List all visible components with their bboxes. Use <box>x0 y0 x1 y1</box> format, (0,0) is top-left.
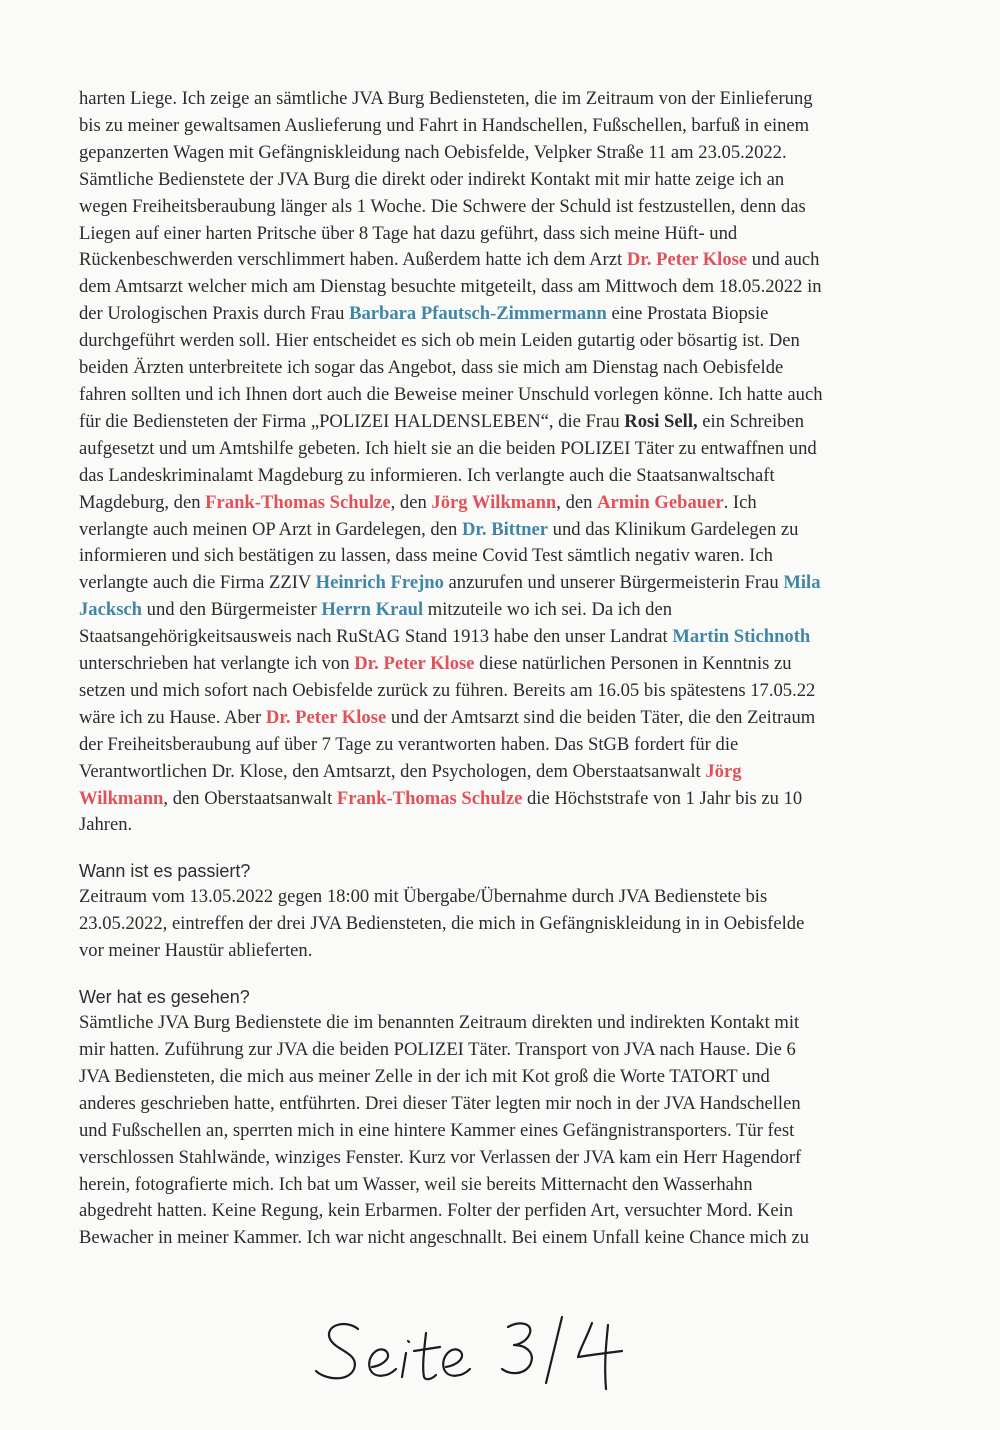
text-segment: , den Oberstaatsanwalt <box>163 787 337 809</box>
text-segment: bis zu meiner gewaltsamen Auslieferung und Fahrt in Handschellen, Fußschellen, barfuß in einem <box>79 114 810 136</box>
section-who-line: herein, fotografierte mich. Ich bat um Wasser, weil sie bereits Mitternacht den Wasserhahn <box>79 1173 753 1195</box>
paragraph-line <box>79 194 899 221</box>
paragraph-line <box>79 436 899 463</box>
text-segment: verlangte auch die Firma ZZIV <box>79 572 316 594</box>
text-segment: Magdeburg, den <box>79 491 206 513</box>
text-segment: für die Bediensteten der Firma „POLIZEI HALDENSLEBEN“, die Frau <box>79 410 625 432</box>
text-segment: harten Liege. Ich zeige an sämtliche JVA Burg Bediensteten, die im Zeitraum von der Einlieferung <box>79 88 813 109</box>
paragraph-line <box>79 328 899 355</box>
text-segment: gepanzerten Wagen mit Gefängniskleidung nach Oebisfelde, Velpker Straße 11 am 23.05.2022. <box>79 141 787 163</box>
paragraph-line <box>79 597 899 624</box>
section-when-line: 23.05.2022, eintreffen der drei JVA Bediensteten, die mich in Gefängniskleidung in in Oebisfelde <box>79 913 805 935</box>
highlighted-name-red: Wilkmann <box>79 787 164 809</box>
text-segment: mitzuteile wo ich sei. Da ich den <box>423 599 672 621</box>
highlighted-name-blue: Barbara Pfautsch-Zimmermann <box>349 303 607 325</box>
highlighted-name-red: Frank-Thomas Schulze <box>336 787 523 809</box>
paragraph-line <box>79 624 899 651</box>
section-who-line: verschlossen Stahlwände, winziges Fenster. Kurz vor Verlassen der JVA kam ein Herr Hagendorf <box>79 1146 802 1168</box>
paragraph-line <box>79 301 899 328</box>
handwritten-page-number <box>310 1305 670 1395</box>
paragraph-line <box>79 167 899 194</box>
highlighted-name-blue: Martin Stichnoth <box>672 626 811 648</box>
highlighted-name-red: Armin Gebauer <box>597 491 724 513</box>
text-segment: und auch <box>747 249 820 271</box>
page-number-text: Seite 3/4 <box>310 1305 314 1306</box>
paragraph-line <box>79 705 899 732</box>
paragraph-line <box>79 812 899 839</box>
paragraph-line <box>79 355 899 382</box>
highlighted-name-blue: Jacksch <box>79 599 143 621</box>
text-segment: fahren sollten und ich Ihnen dort auch die Beweise meiner Unschuld vorlegen könne. Ich hatte auch <box>79 383 823 405</box>
text-segment: dem Amtsarzt welcher mich am Dienstag besuchte mitgeteilt, dass am Mittwoch dem 18.05.2022 in <box>79 276 822 298</box>
section-who-line: und Fußschellen an, sperrten mich in eine hintere Kammer eines Gefängnistransporters. Tür fest <box>79 1119 795 1141</box>
text-segment: ein Schreiben <box>697 410 805 432</box>
paragraph-line <box>79 86 899 113</box>
text-segment: beiden Ärzten unterbreitete ich sogar das Angebot, dass sie mich am Dienstag nach Oebisfelde <box>79 357 784 379</box>
text-segment: anzurufen und unserer Bürgermeisterin Frau <box>443 572 784 594</box>
paragraph-line <box>79 463 899 490</box>
section-when-heading: Wann ist es passiert? <box>79 861 251 882</box>
text-segment: verlangte auch meinen OP Arzt in Gardelegen, den <box>79 518 462 540</box>
text-segment: und der Amtsarzt sind die beiden Täter, die den Zeitraum <box>386 706 816 728</box>
paragraph-line <box>79 409 899 436</box>
paragraph-line <box>79 786 899 813</box>
highlighted-name-blue: Herrn Kraul <box>321 599 424 621</box>
paragraph-complaint <box>79 86 899 839</box>
spacer <box>79 965 899 984</box>
text-segment: und das Klinikum Gardelegen zu <box>548 518 799 540</box>
paragraph-line <box>79 274 899 301</box>
paragraph-line <box>79 651 899 678</box>
text-segment: setzen und mich sofort nach Oebisfelde zurück zu führen. Bereits am 16.05 bis spätestens 17.05.22 <box>79 679 816 701</box>
text-segment: , den <box>390 491 432 513</box>
highlighted-name-blue: Heinrich Frejno <box>315 572 444 594</box>
highlighted-name-red: Jörg Wilkmann <box>431 491 557 513</box>
section-when-line: vor meiner Haustür ablieferten. <box>79 940 313 962</box>
paragraph-line <box>79 490 899 517</box>
text-segment: die Höchststrafe von 1 Jahr bis zu 10 <box>522 787 803 809</box>
spacer <box>79 839 899 858</box>
bold-name: Rosi Sell, <box>624 410 698 432</box>
highlighted-name-red: Dr. Peter Klose <box>354 653 475 675</box>
paragraph-line <box>79 247 899 274</box>
paragraph-line <box>79 221 899 248</box>
paragraph-line <box>79 517 899 544</box>
text-segment: das Landeskriminalamt Magdeburg zu informieren. Ich verlangte auch die Staatsanwaltschaft <box>79 464 775 486</box>
text-segment: wegen Freiheitsberaubung länger als 1 Woche. Die Schwere der Schuld ist festzustellen, denn das <box>79 195 806 217</box>
paragraph-line <box>79 543 899 570</box>
text-segment: , den <box>556 491 598 513</box>
text-segment: Jahren. <box>79 814 133 836</box>
section-who-line: JVA Bediensteten, die mich aus meiner Zelle in der ich mit Kot groß die Worte TATORT und <box>79 1065 770 1087</box>
paragraph-line <box>79 678 899 705</box>
section-when <box>79 858 899 965</box>
paragraph-line <box>79 382 899 409</box>
section-who-line: Sämtliche JVA Burg Bedienstete die im benannten Zeitraum direkten und indirekten Kontakt mit <box>79 1012 800 1034</box>
text-segment: wäre ich zu Hause. Aber <box>79 706 266 728</box>
highlighted-name-blue: Mila <box>783 572 821 594</box>
paragraph-line <box>79 732 899 759</box>
section-who-line: anderes geschrieben hatte, entführten. Drei dieser Täter legten mir noch in der JVA Handschellen <box>79 1092 801 1114</box>
section-who-line: mir hatten. Zuführung zur JVA die beiden POLIZEI Täter. Transport von JVA nach Hause. Die 6 <box>79 1039 796 1060</box>
text-segment: Staatsangehörigkeitsausweis nach RuStAG Stand 1913 habe den unser Landrat <box>79 626 673 648</box>
paragraph-line <box>79 140 899 167</box>
text-segment: Verantwortlichen Dr. Klose, den Amtsarzt, den Psychologen, dem Oberstaatsanwalt <box>79 760 706 782</box>
paragraph-line <box>79 759 899 786</box>
highlighted-name-red: Dr. Peter Klose <box>265 706 387 728</box>
section-who <box>79 984 899 1252</box>
highlighted-name-red: Jörg <box>705 760 742 782</box>
highlighted-name-blue: Dr. Bittner <box>461 518 549 540</box>
text-segment: und den Bürgermeister <box>142 599 322 621</box>
paragraph-line <box>79 113 899 140</box>
text-segment: . Ich <box>723 491 757 513</box>
text-segment: eine Prostata Biopsie <box>606 303 769 325</box>
text-segment: der Urologischen Praxis durch Frau <box>79 303 350 325</box>
text-segment: aufgesetzt und um Amtshilfe gebeten. Ich hielt sie an die beiden POLIZEI Täter zu entwaffnen und <box>79 437 817 459</box>
text-segment: der Freiheitsberaubung auf über 7 Tage zu verantworten haben. Das StGB fordert für die <box>79 733 739 755</box>
text-segment: Rückenbeschwerden verschlimmert haben. Außerdem hatte ich dem Arzt <box>79 249 627 271</box>
text-segment: Sämtliche Bedienstete der JVA Burg die direkt oder indirekt Kontakt mit mir hatte zeige ich an <box>79 168 785 190</box>
section-who-line: abgedreht hatten. Keine Regung, kein Erbarmen. Folter der perfiden Art, versuchter Mord. Kein <box>79 1200 794 1222</box>
text-segment: unterschrieben hat verlangte ich von <box>79 653 355 675</box>
section-when-line: Zeitraum vom 13.05.2022 gegen 18:00 mit Übergabe/Übernahme durch JVA Bedienstete bis <box>79 886 768 908</box>
section-who-heading: Wer hat es gesehen? <box>79 987 250 1008</box>
text-segment: informieren und sich bestätigen zu lassen, dass meine Covid Test sämtlich negativ waren. Ich <box>79 545 773 567</box>
text-segment: durchgeführt werden soll. Hier entscheidet es sich ob mein Leiden gutartig oder bösartig ist. Den <box>79 330 800 352</box>
highlighted-name-red: Dr. Peter Klose <box>626 249 748 271</box>
text-segment: Liegen auf einer harten Pritsche über 8 Tage hat dazu geführt, dass sich meine Hüft- und <box>79 222 738 244</box>
paragraph-line <box>79 570 899 597</box>
highlighted-name-red: Frank-Thomas Schulze <box>205 491 391 513</box>
document-body <box>79 86 899 1252</box>
text-segment: diese natürlichen Personen in Kenntnis zu <box>474 653 792 675</box>
section-who-line: Bewacher in meiner Kammer. Ich war nicht angeschnallt. Bei einem Unfall keine Chance mich zu <box>79 1227 810 1249</box>
